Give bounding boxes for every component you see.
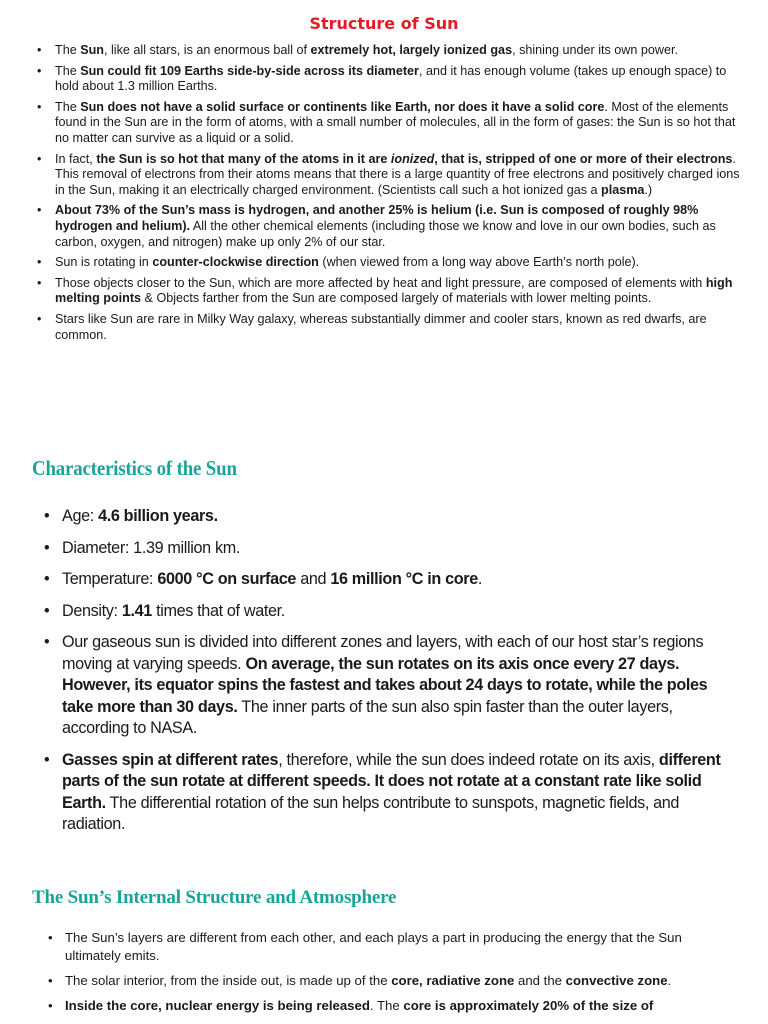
internal-structure-bullet-list: [65, 929, 735, 1022]
text-run: . The: [369, 998, 404, 1013]
text-run: times that of water.: [151, 601, 285, 620]
bold-run: core, radiative zone: [391, 973, 515, 988]
text-run: , shining under its own power.: [512, 43, 678, 57]
bold-run: , that is, stripped of one or more of their electrons: [434, 151, 733, 166]
list-item: [55, 100, 745, 147]
text-run: .): [644, 182, 653, 197]
text-run: , and it has enough volume (takes up enough space) to hold about 1.3 million Earths.: [55, 63, 727, 94]
list-item: [62, 569, 742, 591]
text-run: . This removal of electrons from their atoms means that there is a large quantity of free electrons and positively charged ions in the Sun, making it an electrically charged environment. (Scientists call such a hot ionized gas a: [55, 151, 740, 197]
text-run: The differential rotation of the sun helps contribute to sunspots, magnetic fields, and radiation.: [62, 793, 680, 833]
bold-run: Inside the core, nuclear energy is being released: [65, 998, 370, 1013]
list-item: [65, 997, 735, 1015]
bold-run: counter-clockwise direction: [152, 255, 319, 270]
bold-run: plasma: [601, 182, 645, 197]
text-run: . Most of the elements found in the Sun are in the form of atoms, with a small number of molecules, all in the form of gases: the Sun is so hot that no matter can survive as a liquid or a solid.: [55, 99, 736, 145]
list-item: [62, 506, 742, 528]
list-item: [62, 601, 742, 623]
text-run: and the: [514, 973, 566, 988]
bold-run: 6000 °C on surface: [157, 570, 297, 588]
bold-run: Gasses spin at different rates: [62, 750, 279, 769]
text-run: Diameter: 1.39 million km.: [62, 538, 241, 557]
text-run: (when viewed from a long way above Earth’s north pole).: [318, 255, 640, 270]
list-item: [62, 538, 742, 560]
text-run: and: [296, 570, 331, 588]
text-run: Stars like Sun are rare in Milky Way galaxy, whereas substantially dimmer and cooler stars, known as red dwarfs, are common.: [55, 311, 707, 342]
text-run: The: [55, 43, 81, 57]
bold-run: 1.41: [121, 601, 152, 620]
list-item: [55, 255, 745, 271]
text-run: The Sun’s layers are different from each other, and each plays a part in producing the energy that the Sun ultimately emits.: [65, 930, 682, 963]
structure-bullet-list: [55, 43, 745, 348]
text-run: , like all stars, is an enormous ball of: [104, 43, 311, 57]
bold-run: convective zone: [565, 973, 668, 988]
text-run: & Objects farther from the Sun are composed largely of materials with lower melting points.: [141, 291, 652, 306]
text-run: All the other chemical elements (including those we know and love in our own bodies, such as carbon, oxygen, and nitrogen) make up only 2% of our star.: [55, 218, 716, 249]
list-item: [55, 276, 745, 307]
bold-run: different parts of the sun rotate at different speeds. It does not rotate at a constant rate like solid Earth.: [62, 750, 721, 812]
list-item: [65, 929, 735, 965]
text-run: .: [477, 570, 483, 588]
characteristics-heading: Characteristics of the Sun: [32, 456, 237, 480]
text-run: The: [55, 63, 81, 78]
text-run: .: [667, 973, 672, 988]
text-run: The solar interior, from the inside out, is made up of the: [65, 973, 392, 988]
text-run: Age:: [62, 507, 99, 525]
characteristics-bullet-list: [62, 506, 742, 846]
bold-run: 16 million °C in core: [330, 570, 478, 588]
bold-run: 4.6 billion years.: [98, 507, 218, 525]
text-run: Our gaseous sun is divided into different zones and layers, with each of our host star’s regions moving at varying speeds.: [62, 633, 704, 673]
bold-run: extremely hot, largely ionized gas: [310, 43, 513, 57]
list-item: [62, 632, 742, 740]
bold-run: core is approximately 20% of the size of: [403, 998, 654, 1013]
bold-italic-run: ionized: [390, 151, 435, 166]
text-run: , therefore, while the sun does indeed rotate on its axis,: [278, 750, 659, 769]
list-item: [55, 312, 745, 343]
bold-run: About 73% of the Sun’s mass is hydrogen, and another 25% is helium (i.e. Sun is composed of roughly 98% hydrogen and helium).: [55, 203, 699, 233]
internal-structure-heading: The Sun’s Internal Structure and Atmosphere: [32, 887, 397, 908]
text-run: In fact,: [55, 151, 97, 166]
list-item: [55, 43, 745, 59]
bold-run: Sun does not have a solid surface or continents like Earth, nor does it have a solid core: [80, 99, 605, 114]
list-item: [65, 972, 735, 990]
text-run: The inner parts of the sun also spin faster than the outer layers, according to NASA.: [62, 697, 673, 737]
bold-run: Sun could fit 109 Earths side-by-side across its diameter: [80, 63, 419, 78]
text-run: Sun is rotating in: [55, 255, 153, 270]
bold-run: Sun: [80, 43, 104, 57]
list-item: [55, 152, 745, 199]
page-title: Structure of Sun: [309, 14, 459, 33]
text-run: The: [55, 99, 81, 114]
text-run: Density:: [62, 601, 122, 620]
bold-run: the Sun is so hot that many of the atoms in it are: [96, 151, 391, 166]
list-item: [55, 203, 745, 250]
bold-run: On average, the sun rotates on its axis once every 27 days. However, its equator spins the fastest and takes about 24 days to rotate, while the poles take more than 30 days.: [62, 654, 708, 716]
text-run: Those objects closer to the Sun, which are more affected by heat and light pressure, are composed of elements with: [55, 275, 706, 290]
bold-run: high melting points: [55, 275, 733, 306]
text-run: Temperature:: [62, 570, 158, 588]
list-item: [62, 750, 742, 836]
list-item: [55, 64, 745, 95]
